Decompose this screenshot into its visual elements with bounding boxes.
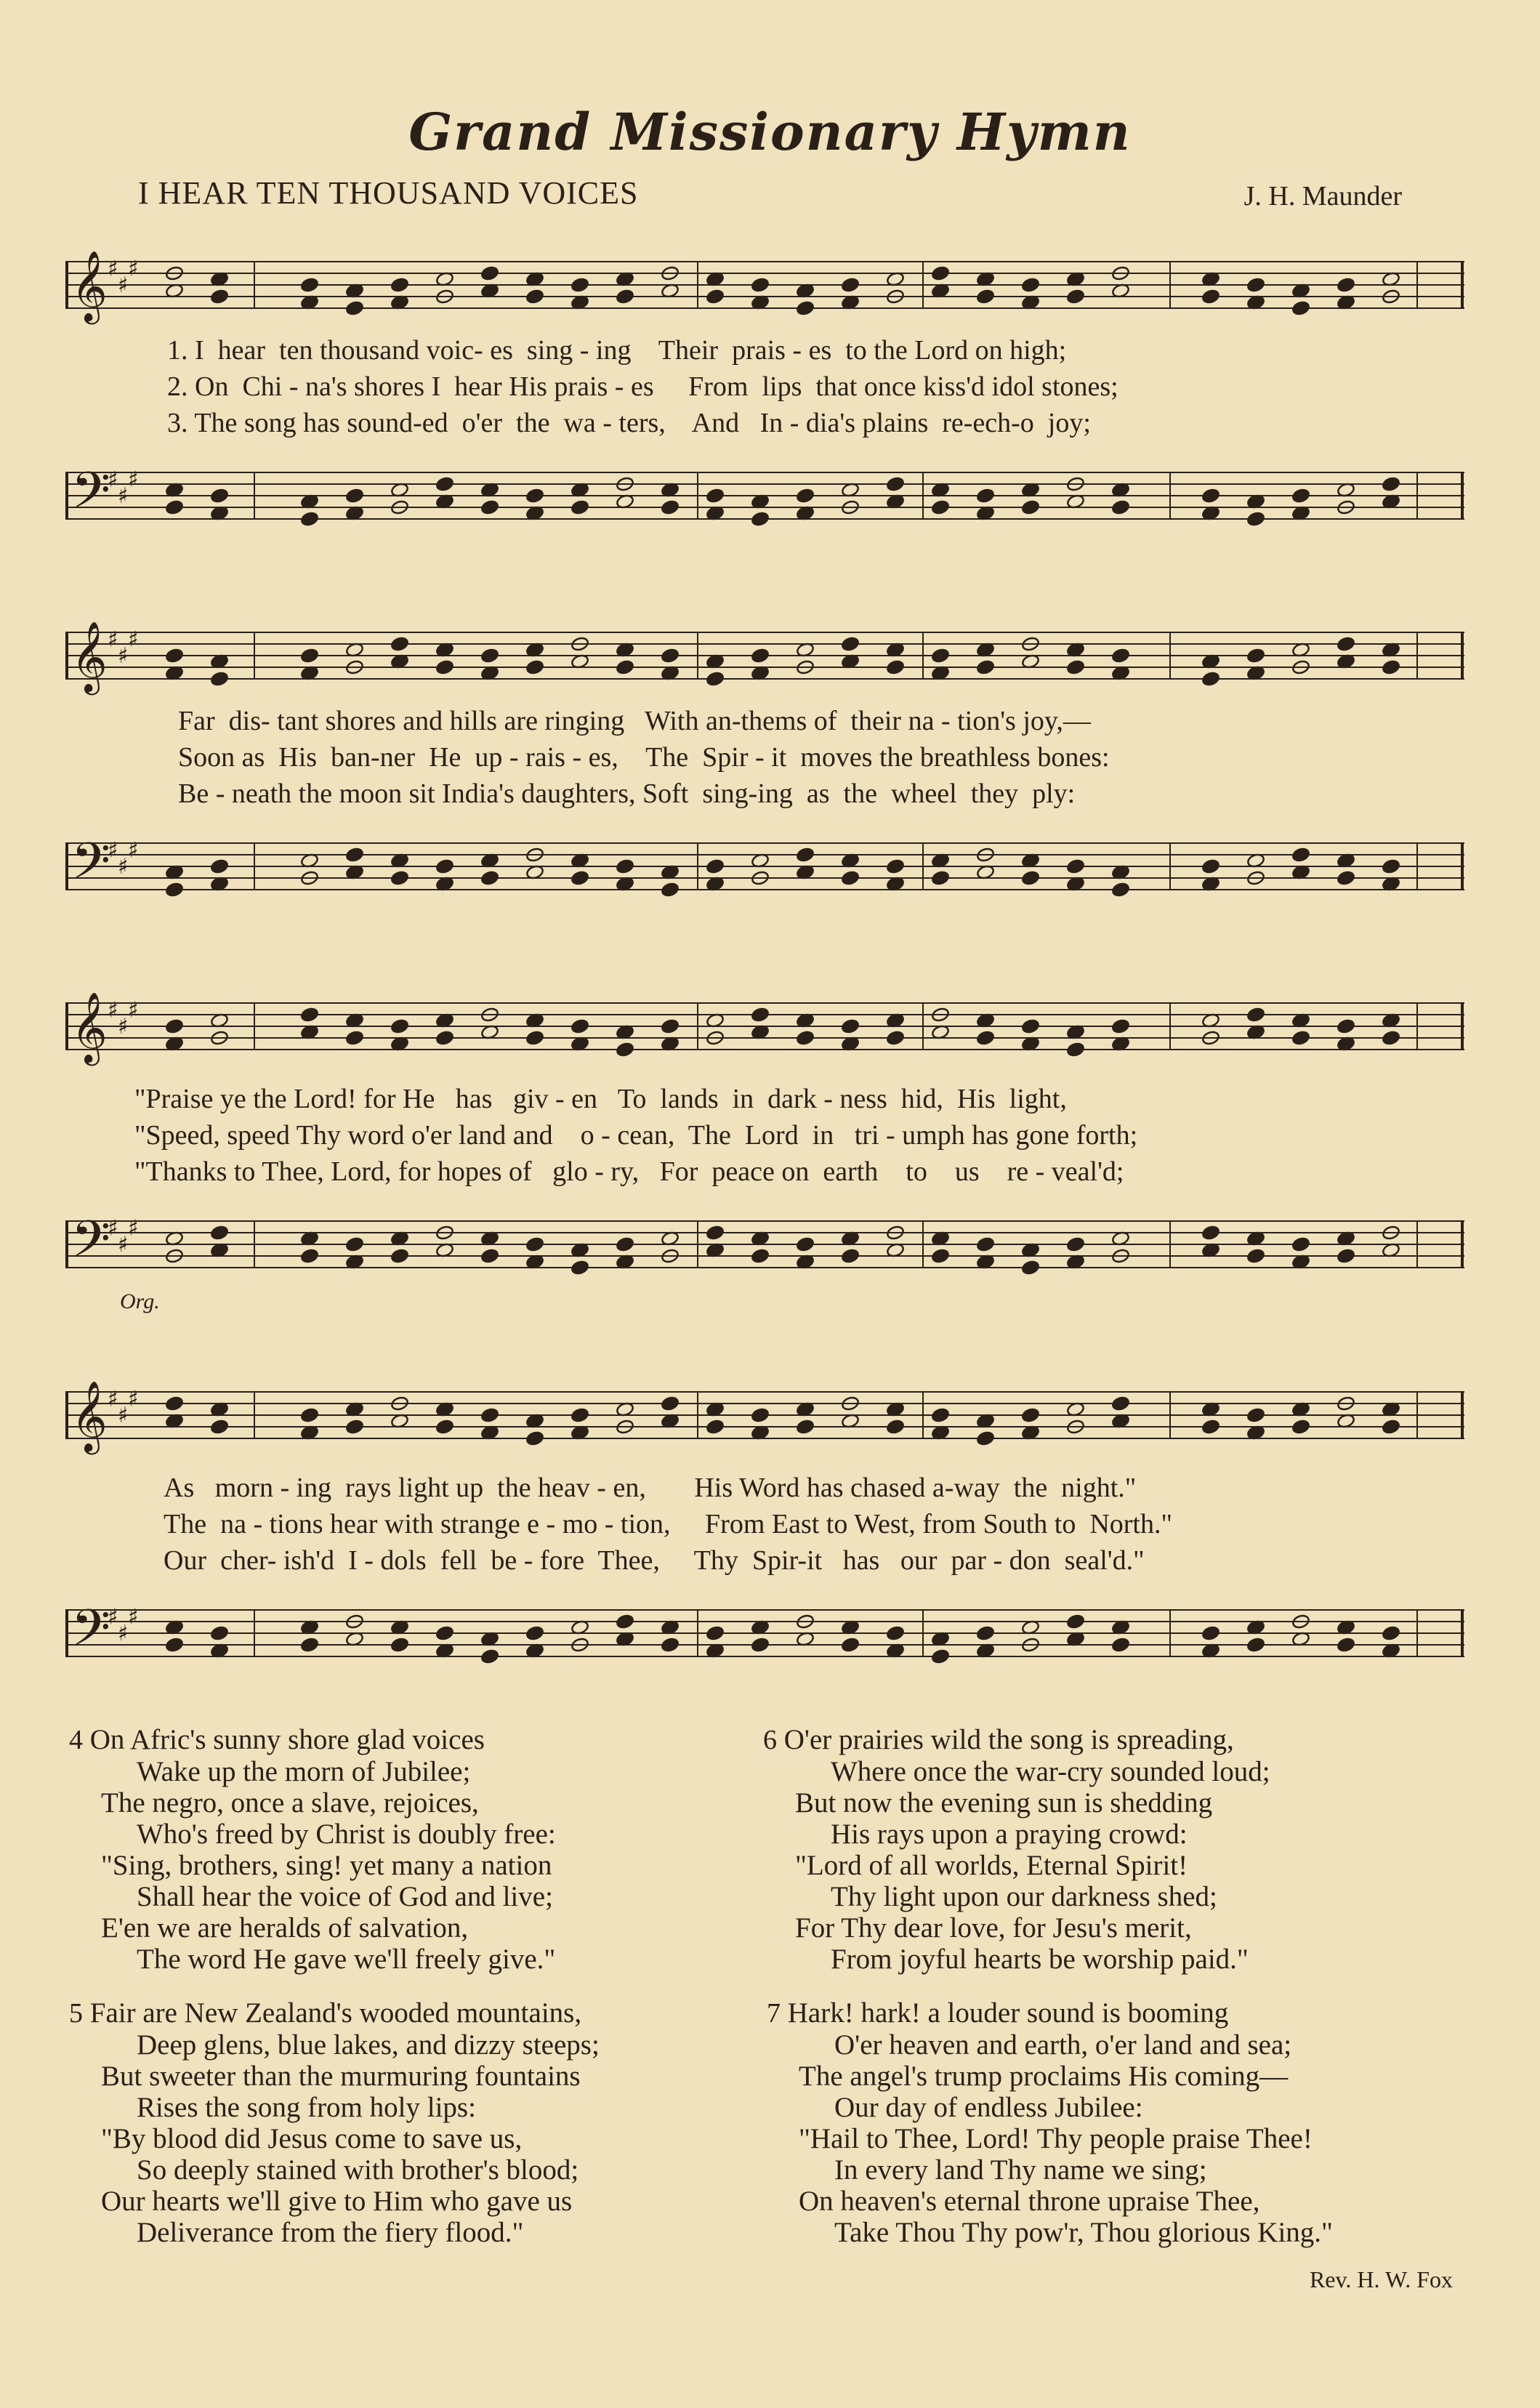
hymn-subtitle: I HEAR TEN THOUSAND VOICES: [138, 175, 639, 211]
stanza-line: Fair are New Zealand's wooded mountains,: [89, 1997, 582, 2029]
lyric-line: As morn - ing rays light up the heav - en, His Word has chased a-way the night.": [164, 1473, 1137, 1503]
lyric-line: Soon as His ban-ner He up - rais - es, The Spir - it moves the breathless bones:: [178, 742, 1110, 773]
stanza-line: Deep glens, blue lakes, and dizzy steeps;: [137, 2029, 600, 2061]
svg-text:♯: ♯: [108, 627, 118, 653]
stanza-line: But sweeter than the murmuring fountains: [101, 2061, 581, 2092]
svg-text:𝄞: 𝄞: [71, 250, 108, 321]
music-system-3: [65, 974, 1464, 1323]
stanza-line: For Thy dear love, for Jesu's merit,: [795, 1912, 1192, 1944]
svg-text:♯: ♯: [128, 1604, 139, 1630]
stanza-line: O'er heaven and earth, o'er land and sea;: [834, 2029, 1292, 2061]
stanza-line: Wake up the morn of Jubilee;: [137, 1756, 471, 1787]
stanza-line: His rays upon a praying crowd:: [831, 1819, 1188, 1850]
svg-text:♯: ♯: [128, 1215, 139, 1241]
treble-staff: [65, 1377, 1464, 1465]
svg-text:♯: ♯: [128, 837, 139, 863]
bass-staff: [65, 1595, 1464, 1683]
stanza-line: On heaven's eternal throne upraise Thee,: [799, 2186, 1260, 2217]
stanza-line: Deliverance from the fiery flood.": [137, 2217, 524, 2248]
lyric-line: Our cher- ish'd I - dols fell be - fore Thee, Thy Spir-it has our par - don seal'd.": [164, 1545, 1145, 1576]
lyric-line: Be - neath the moon sit India's daughters, Soft sing-ing as the wheel they ply:: [178, 778, 1076, 809]
stanza-4: [69, 1724, 556, 1975]
stanza-line: O'er prairies wild the song is spreading,: [783, 1724, 1234, 1755]
stanza-line: Hark! hark! a louder sound is booming: [787, 1997, 1229, 2029]
music-system-1: [65, 225, 1464, 538]
bass-staff: [65, 829, 1464, 916]
treble-staff: [65, 618, 1464, 705]
stanza-number: 6: [763, 1725, 777, 1755]
svg-text:♯: ♯: [108, 467, 118, 493]
stanza-line: Shall hear the voice of God and live;: [137, 1881, 553, 1912]
svg-text:♯: ♯: [128, 256, 139, 282]
organ-marking: Org.: [120, 1289, 160, 1313]
stanza-line: "Sing, brothers, sing! yet many a nation: [101, 1850, 552, 1881]
stanza-7: [767, 1997, 1333, 2248]
hymn-author: Rev. H. W. Fox: [1309, 2266, 1453, 2292]
svg-text:♯: ♯: [128, 467, 139, 493]
stanza-5: [69, 1997, 600, 2248]
stanza-line: The angel's trump proclaims His coming—: [799, 2061, 1289, 2092]
lyric-line: Far dis- tant shores and hills are ringing With an-thems of their na - tion's joy,—: [178, 706, 1091, 736]
svg-text:♯: ♯: [128, 997, 139, 1023]
lyric-line: "Thanks to Thee, Lord, for hopes of glo - ry, For peace on earth to us re - veal'd;: [134, 1156, 1124, 1187]
music-system-4: [65, 1356, 1464, 1690]
bass-staff: [65, 458, 1464, 545]
stanza-line: Our hearts we'll give to Him who gave us: [101, 2186, 573, 2217]
svg-text:♯: ♯: [118, 273, 129, 298]
svg-text:♯: ♯: [118, 1621, 129, 1646]
treble-staff: [65, 988, 1464, 1076]
composer: J. H. Maunder: [1243, 181, 1402, 212]
lyric-line: "Praise ye the Lord! for He has giv - en To lands in dark - ness hid, His light,: [134, 1084, 1067, 1114]
stanza-line: E'en we are heralds of salvation,: [101, 1912, 469, 1944]
stanza-number: 5: [69, 1998, 83, 2029]
stanza-line: "Lord of all worlds, Eternal Spirit!: [795, 1850, 1188, 1881]
stanza-line: "By blood did Jesus come to save us,: [101, 2123, 523, 2154]
svg-text:♯: ♯: [118, 854, 129, 879]
stanza-line: Where once the war-cry sounded loud;: [831, 1756, 1270, 1787]
stanza-line: Thy light upon our darkness shed;: [831, 1881, 1217, 1912]
svg-text:𝄞: 𝄞: [71, 1380, 108, 1451]
stanza-line: From joyful hearts be worship paid.": [831, 1944, 1249, 1975]
stanza-line: Rises the song from holy lips:: [137, 2092, 476, 2123]
lyric-line: 3. The song has sound-ed o'er the wa - ters, And In - dia's plains re-ech-o joy;: [167, 408, 1091, 438]
svg-text:𝄢: 𝄢: [71, 1209, 111, 1281]
bass-staff: [65, 1207, 1464, 1294]
stanza-6: [763, 1724, 1270, 1975]
svg-text:♯: ♯: [108, 837, 118, 863]
svg-text:♯: ♯: [108, 1215, 118, 1241]
stanza-line: The word He gave we'll freely give.": [137, 1944, 556, 1975]
stanza-line: But now the evening sun is shedding: [795, 1787, 1213, 1819]
svg-text:♯: ♯: [108, 997, 118, 1023]
svg-text:♯: ♯: [118, 1014, 129, 1039]
stanza-line: On Afric's sunny shore glad voices: [89, 1724, 485, 1755]
stanza-line: Our day of endless Jubilee:: [834, 2092, 1143, 2123]
lyric-line: "Speed, speed Thy word o'er land and o - cean, The Lord in tri - umph has gone forth;: [134, 1120, 1138, 1151]
svg-text:♯: ♯: [128, 1386, 139, 1412]
svg-text:♯: ♯: [118, 1403, 129, 1428]
stanza-number: 7: [767, 1998, 781, 2029]
svg-text:𝄞: 𝄞: [71, 621, 108, 692]
music-system-2: [65, 603, 1464, 916]
lyric-line: 2. On Chi - na's shores I hear His prais - es From lips that once kiss'd idol stones;: [167, 371, 1118, 402]
svg-text:𝄢: 𝄢: [71, 1598, 111, 1670]
svg-text:♯: ♯: [118, 643, 129, 669]
lyric-line: 1. I hear ten thousand voic- es sing - ing Their prais - es to the Lord on high;: [167, 335, 1067, 366]
hymn-title: Grand Missionary Hymn: [408, 102, 1132, 162]
stanza-line: Who's freed by Christ is doubly free:: [137, 1819, 556, 1850]
svg-text:♯: ♯: [128, 627, 139, 653]
svg-text:𝄞: 𝄞: [71, 991, 108, 1063]
stanza-line: "Hail to Thee, Lord! Thy people praise Thee!: [799, 2123, 1313, 2154]
svg-text:♯: ♯: [108, 1604, 118, 1630]
stanza-line: Take Thou Thy pow'r, Thou glorious King.": [834, 2217, 1333, 2248]
svg-text:𝄢: 𝄢: [71, 831, 111, 903]
svg-text:𝄢: 𝄢: [71, 461, 111, 532]
svg-text:♯: ♯: [118, 483, 129, 509]
svg-text:♯: ♯: [108, 256, 118, 282]
treble-staff: [65, 247, 1464, 334]
svg-text:♯: ♯: [108, 1386, 118, 1412]
stanza-line: In every land Thy name we sing;: [834, 2154, 1207, 2186]
stanza-number: 4: [69, 1725, 83, 1755]
svg-text:♯: ♯: [118, 1232, 129, 1257]
stanza-line: So deeply stained with brother's blood;: [137, 2154, 579, 2186]
lyric-line: The na - tions hear with strange e - mo - tion, From East to West, from South to North.": [164, 1509, 1172, 1539]
stanza-line: The negro, once a slave, rejoices,: [101, 1787, 479, 1819]
